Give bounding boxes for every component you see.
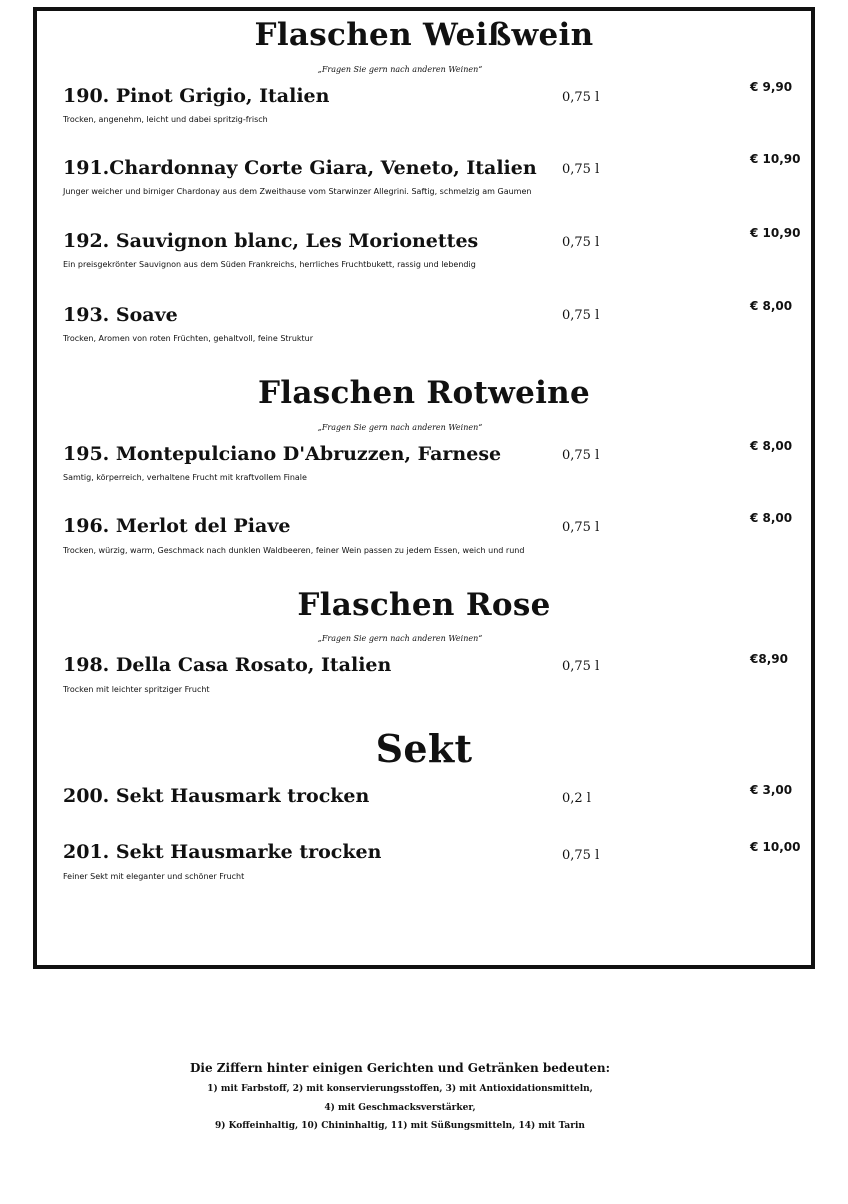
menu-item-volume: 0,75 l bbox=[562, 659, 600, 674]
menu-item-volume: 0,75 l bbox=[562, 520, 600, 535]
menu-item-volume: 0,2 l bbox=[562, 791, 591, 806]
menu-item-name: 196. Merlot del Piave bbox=[63, 515, 291, 537]
section-subtitle-weisswein: „Fragen Sie gern nach anderen Weinen“ bbox=[317, 65, 483, 74]
menu-item-price: € 8,00 bbox=[750, 511, 793, 525]
section-title-weisswein: Flaschen Weißwein bbox=[254, 17, 594, 53]
menu-item-description: Feiner Sekt mit eleganter und schöner Frucht bbox=[63, 872, 245, 881]
menu-item-volume: 0,75 l bbox=[562, 235, 600, 250]
menu-item-price: € 9,90 bbox=[750, 80, 793, 94]
menu-item-description: Trocken mit leichter spritziger Frucht bbox=[63, 685, 210, 694]
menu-item-description: Trocken, Aromen von roten Früchten, gehaltvoll, feine Struktur bbox=[63, 334, 314, 343]
footer-line-3: 9) Koffeinhaltig, 10) Chininhaltig, 11) mit Süßungsmitteln, 14) mit Tarin bbox=[215, 1121, 585, 1131]
section-title-rose: Flaschen Rose bbox=[297, 587, 551, 623]
menu-item-volume: 0,75 l bbox=[562, 448, 600, 463]
menu-item-description: Trocken, würzig, warm, Geschmack nach dunklen Waldbeeren, feiner Wein passen zu jedem Essen, weich und rund bbox=[63, 546, 525, 555]
menu-frame bbox=[33, 7, 815, 969]
menu-item-price: € 8,00 bbox=[750, 299, 793, 313]
menu-item-name: 201. Sekt Hausmarke trocken bbox=[63, 841, 382, 863]
menu-item-description: Junger weicher und birniger Chardonay aus dem Zweithause vom Starwinzer Allegrini. Saftig, schmelzig am Gaumen bbox=[63, 187, 532, 196]
menu-item-price: € 10,00 bbox=[750, 840, 801, 854]
footer-heading: Die Ziffern hinter einigen Gerichten und Getränken bedeuten: bbox=[190, 1061, 610, 1075]
menu-item-name: 192. Sauvignon blanc, Les Morionettes bbox=[63, 230, 479, 252]
menu-item-volume: 0,75 l bbox=[562, 90, 600, 105]
menu-item-name: 193. Soave bbox=[63, 304, 178, 326]
menu-item-description: Samtig, körperreich, verhaltene Frucht mit kraftvollem Finale bbox=[63, 473, 307, 482]
menu-item-price: € 10,90 bbox=[750, 226, 801, 240]
section-subtitle-rotweine: „Fragen Sie gern nach anderen Weinen“ bbox=[317, 423, 483, 432]
section-title-rotweine: Flaschen Rotweine bbox=[257, 375, 591, 411]
footer-line-2: 4) mit Geschmacksverstärker, bbox=[324, 1103, 476, 1113]
menu-item-description: Trocken, angenehm, leicht und dabei spritzig-frisch bbox=[63, 115, 268, 124]
menu-item-name: 200. Sekt Hausmark trocken bbox=[63, 785, 370, 807]
menu-item-price: €8,90 bbox=[750, 652, 788, 666]
menu-item-volume: 0,75 l bbox=[562, 848, 600, 863]
section-title-sekt: Sekt bbox=[375, 726, 473, 771]
menu-item-name: 190. Pinot Grigio, Italien bbox=[63, 85, 330, 107]
menu-item-price: € 3,00 bbox=[750, 783, 793, 797]
menu-item-name: 195. Montepulciano D'Abruzzen, Farnese bbox=[63, 443, 502, 465]
menu-item-name: 191.Chardonnay Corte Giara, Veneto, Italien bbox=[63, 157, 537, 179]
menu-item-name: 198. Della Casa Rosato, Italien bbox=[63, 654, 392, 676]
footer-line-1: 1) mit Farbstoff, 2) mit konservierungsstoffen, 3) mit Antioxidationsmitteln, bbox=[207, 1084, 593, 1094]
menu-item-volume: 0,75 l bbox=[562, 308, 600, 323]
menu-item-description: Ein preisgekrönter Sauvignon aus dem Süden Frankreichs, herrliches Fruchtbukett, rassig und lebendig bbox=[63, 260, 476, 269]
menu-item-volume: 0,75 l bbox=[562, 162, 600, 177]
menu-item-price: € 10,90 bbox=[750, 152, 801, 166]
section-subtitle-rose: „Fragen Sie gern nach anderen Weinen“ bbox=[317, 634, 483, 643]
menu-item-price: € 8,00 bbox=[750, 439, 793, 453]
